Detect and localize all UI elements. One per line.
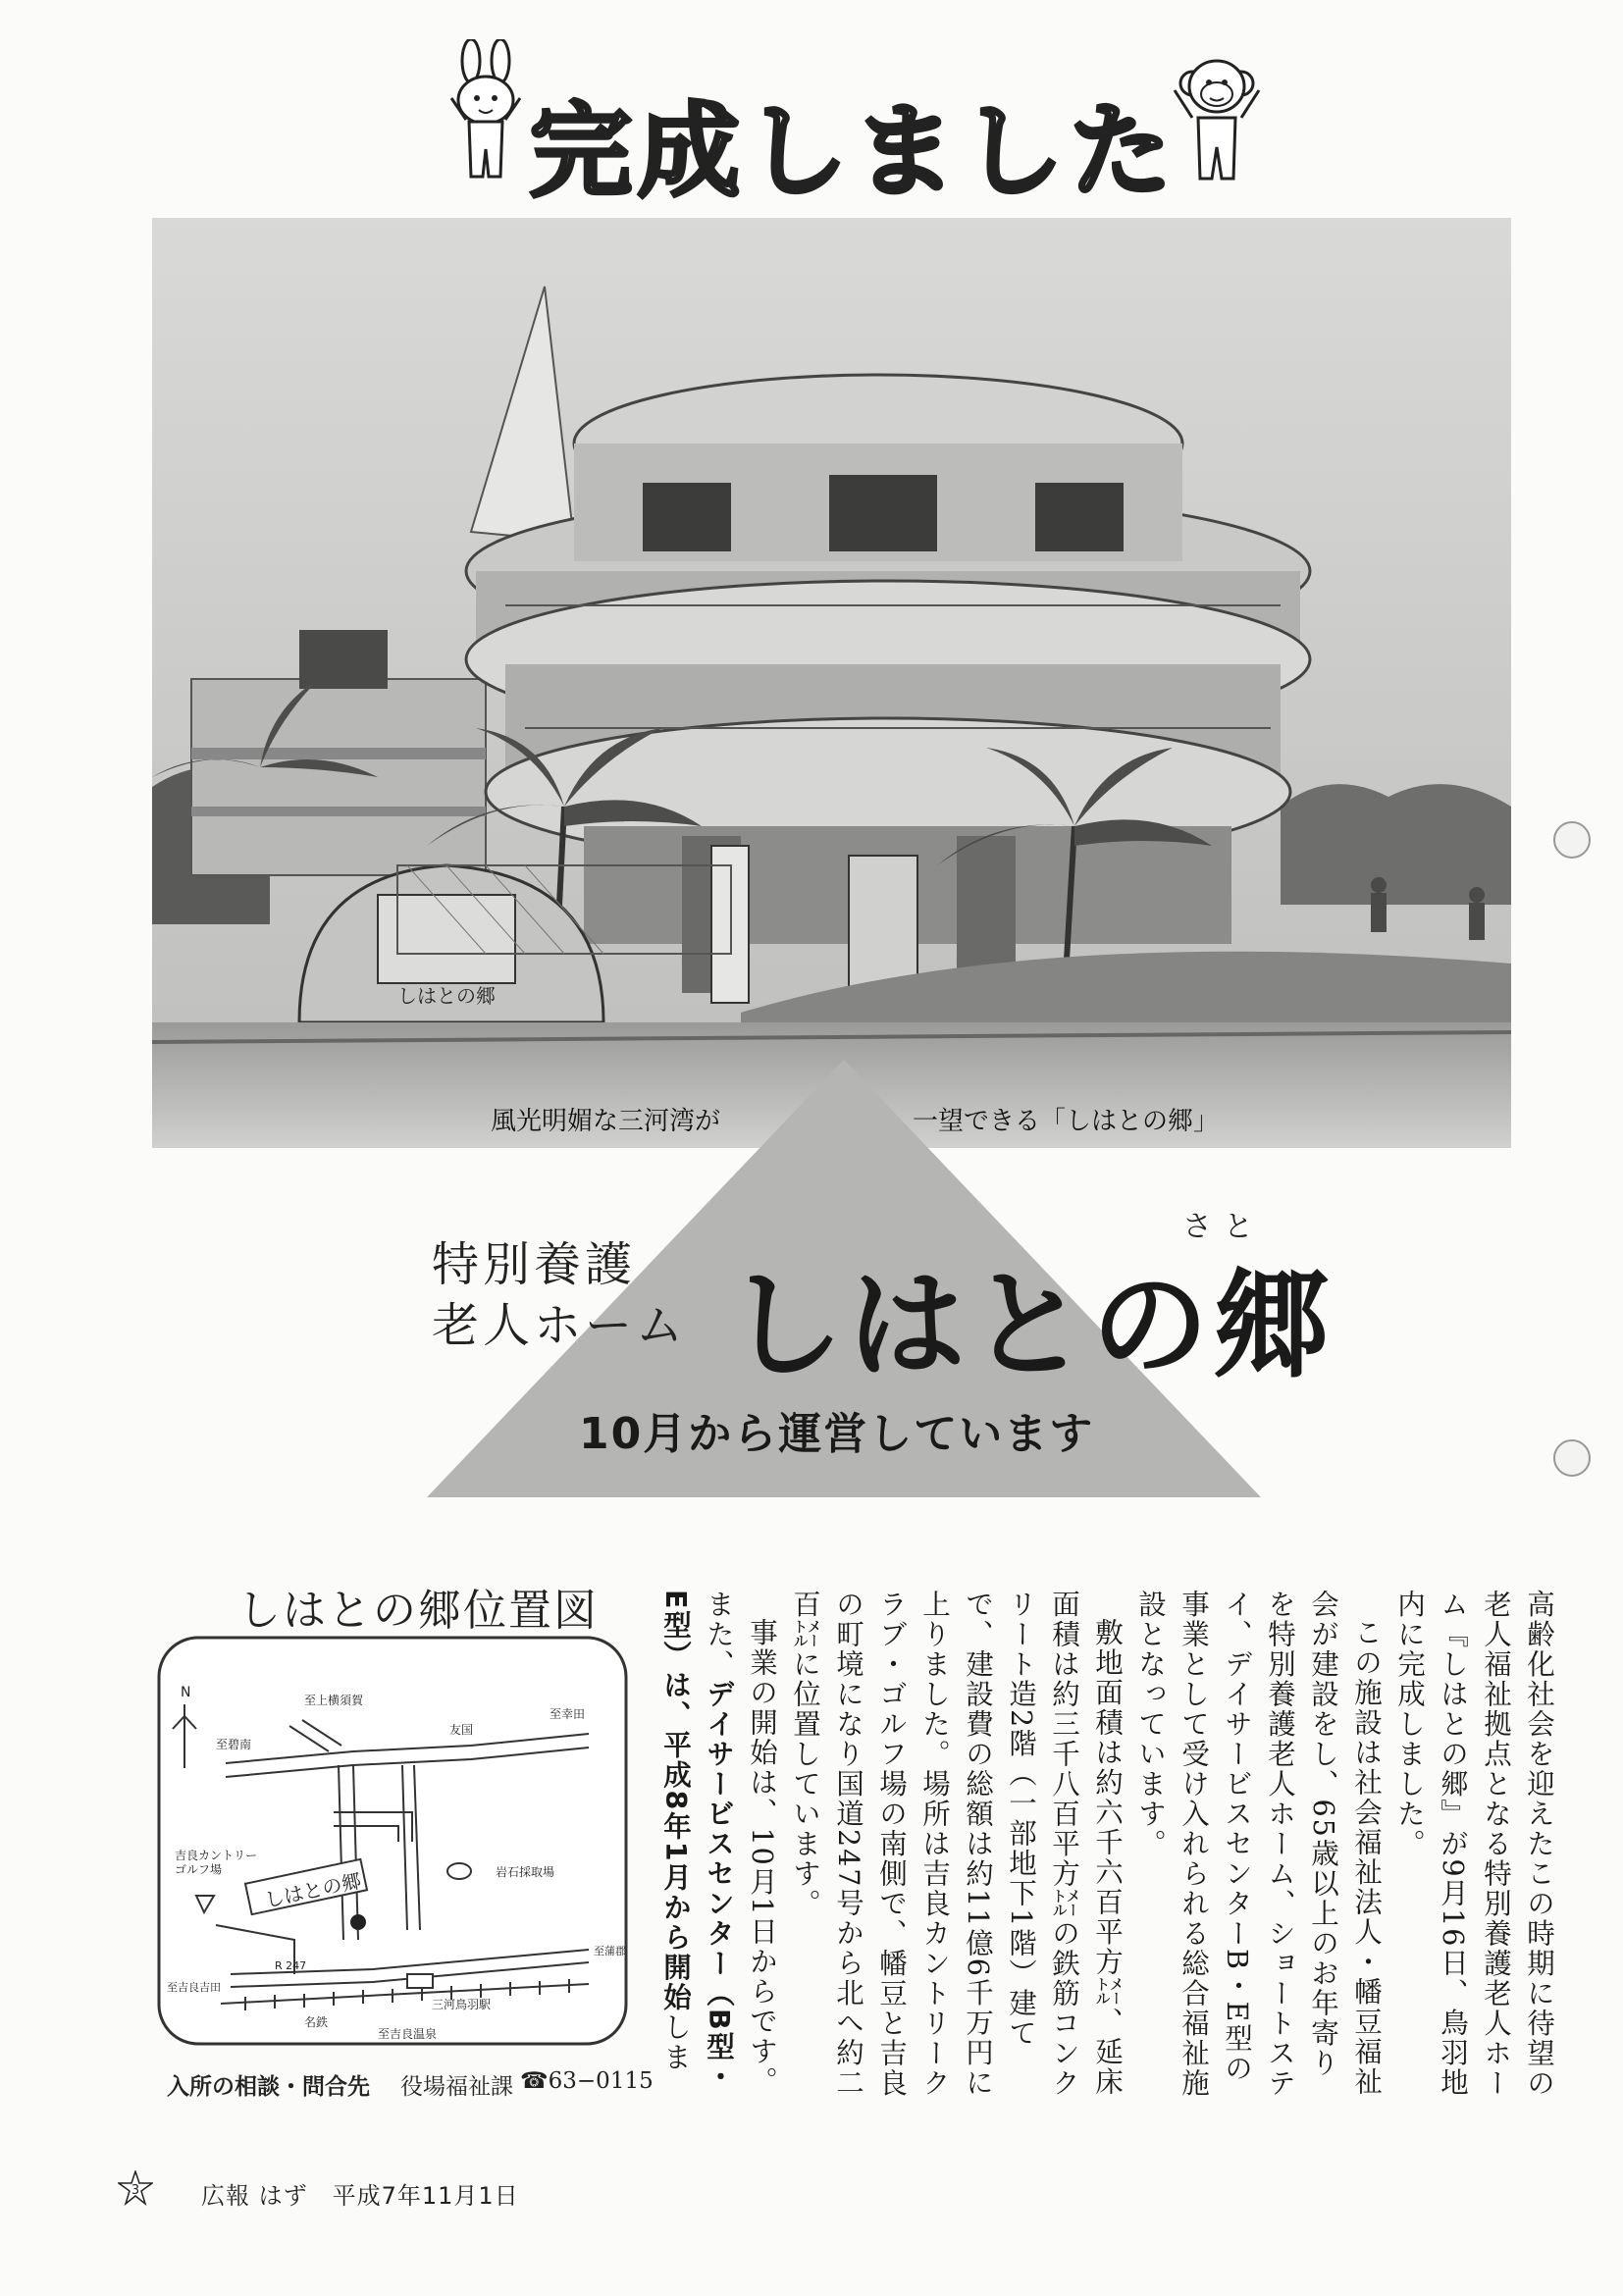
map-label-hekinan: 至碧南 — [216, 1738, 252, 1751]
map-label-tomokuni: 友国 — [449, 1723, 474, 1737]
heading-subtitle: 10月から運営しています — [579, 1409, 1095, 1459]
building-photo — [152, 218, 1511, 1148]
paragraph — [648, 1590, 783, 2100]
paragraph: 敷地面積は約六千六百平方㍍、延床面積は約三千八百平方㍍の鉄筋コンクリート造2階（一部地下1階）建てで、建設費の総額は約11億6千万円に上りました。場所は吉良カントリークラブ・ゴルフ場の南側で、幡豆と吉良の町境になり国道247号から北へ約二百㍍に位置しています。 — [789, 1590, 1124, 2099]
paragraph: 高齢化社会を迎えたこの時期に待望の老人福祉拠点となる特別養護老人ホーム『しはとの郷』が9月16日、鳥羽地内に完成しました。 — [1393, 1590, 1555, 2099]
map-label-meitetsu: 名鉄 — [304, 2015, 329, 2029]
page-number-star — [118, 2170, 153, 2206]
paragraph-text: 事業の開始は、10月1日からです。また、 — [703, 1590, 778, 2096]
photo-caption-right: 一望できる「しはとの郷」 — [913, 1107, 1220, 1136]
map-label-kamiyokosuka: 至上横須賀 — [304, 1694, 364, 1707]
monkey-mascot-icon — [1163, 39, 1271, 186]
heading-line2: 老人ホーム — [432, 1298, 688, 1353]
article-body — [648, 1590, 1560, 2100]
map-label-gamagori: 至蒲郡 — [594, 1945, 626, 1957]
binder-hole — [1553, 821, 1591, 859]
contact-phone: ☎63−0115 — [520, 2068, 654, 2094]
paragraph: この施設は社会福祉法人・幡豆福祉会が建設をし、65歳以上のお年寄りを特別養護老人ホーム、ショートステイ、デイサービスセンターB・E型の事業として受け入れられる総合福祉施設となっています。 — [1134, 1590, 1383, 2099]
heading-facility-name: しはとの郷 — [726, 1258, 1335, 1394]
map-label-kira-yoshida: 至吉良吉田 — [167, 1981, 221, 1994]
paragraph-text: しま — [659, 2012, 692, 2073]
heading-category — [432, 1234, 687, 1356]
heading-ruby: さと — [1182, 1210, 1265, 1244]
map-label-route: R 247 — [275, 1959, 307, 1972]
map-label-kouda: 至幸田 — [550, 1707, 586, 1721]
map-label-quarry: 岩石採取場 — [496, 1865, 555, 1879]
page-number: 3 — [131, 2183, 140, 2198]
footer-publication: 広報 はず 平成7年11月1日 — [201, 2182, 519, 2210]
map-label-station: 三河鳥羽駅 — [432, 1998, 492, 2011]
page-title: 完成しました — [530, 91, 1178, 211]
photo-caption-left: 風光明媚な三河湾が — [491, 1107, 721, 1136]
heading-line1: 特別養護 — [432, 1237, 637, 1292]
paragraph-emphasis: デイサービスセンター（B型・E型）は、平成8年1月から開始 — [659, 1590, 735, 2092]
map-label-kira-onsen: 至吉良温泉 — [378, 2027, 438, 2041]
map-north-label: N — [181, 1685, 191, 1700]
rabbit-mascot-icon — [432, 39, 540, 186]
contact-department: 役場福祉課 — [400, 2074, 513, 2100]
location-map — [157, 1636, 628, 2046]
map-label-golf: 吉良カントリーゴルフ場 — [175, 1849, 258, 1877]
map-title: しはとの郷位置図 — [237, 1586, 599, 1636]
contact-label: 入所の相談・問合先 — [167, 2074, 370, 2100]
map-label-site: しはとの郷 — [262, 1868, 364, 1912]
binder-hole — [1553, 1439, 1591, 1477]
sign-text: しはとの郷 — [397, 984, 496, 1008]
